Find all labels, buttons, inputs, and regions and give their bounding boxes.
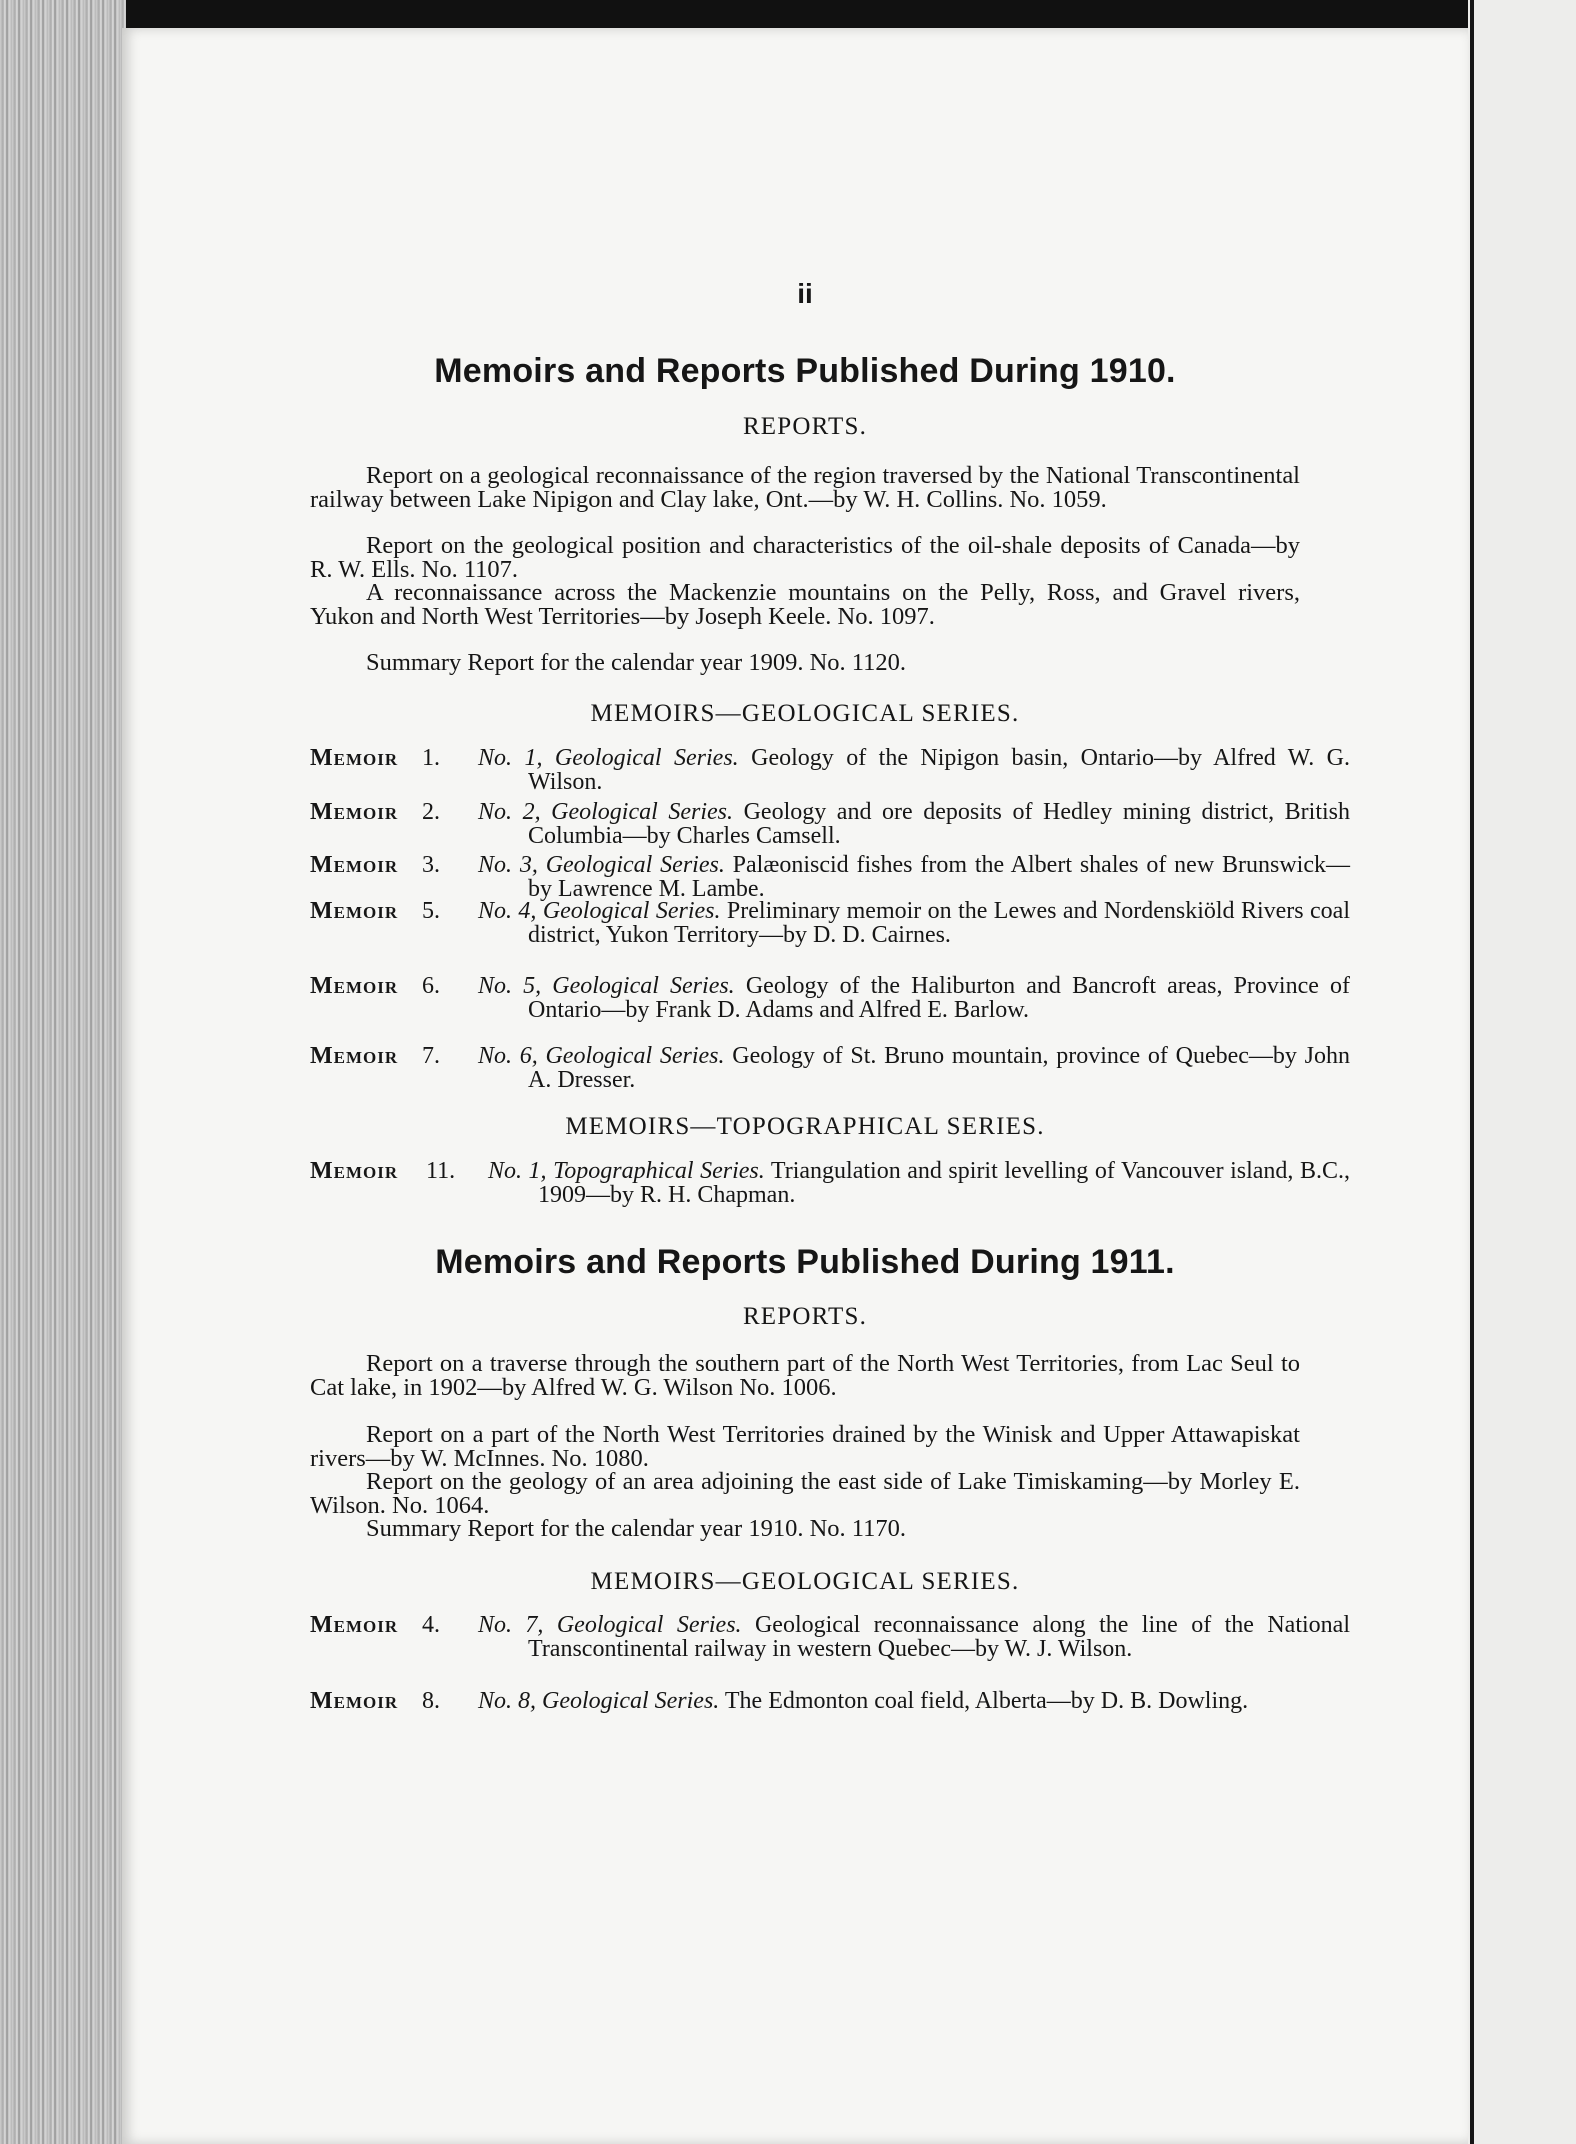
geological-title-1910: MEMOIRS—GEOLOGICAL SERIES. (590, 700, 1020, 727)
memoir-label: Memoir (310, 799, 399, 825)
memoir-series: No. 3, Geological Series. (478, 852, 725, 878)
report-1910-2: Report on the geological position and characteristics of the oil-shale deposits of Canada—by R. W. Ells. No. 1107. (310, 532, 1300, 583)
memoir-text: Triangulation and spirit levelling of Vancouver island, B.C., 1909—by R. H. Chapman. (538, 1158, 1350, 1208)
memoir-text: Geology and ore deposits of Hedley mining district, British Columbia—by Charles Camsell. (528, 799, 1351, 849)
geological-title-1911: MEMOIRS—GEOLOGICAL SERIES. (590, 1568, 1020, 1595)
report-1911-4: Summary Report for the calendar year 1910. No. 1170. (366, 1515, 906, 1542)
memoir-number: 3. (422, 852, 440, 878)
memoir-entry (310, 898, 1350, 948)
memoir-label: Memoir (310, 852, 399, 878)
memoir-text: Geology of the Haliburton and Bancroft areas, Province of Ontario—by Frank D. Adams and Alfred E. Barlow. (528, 973, 1351, 1023)
page-number: ii (797, 278, 813, 309)
heading-1910: Memoirs and Reports Published During 1910. (434, 352, 1176, 390)
memoir-label: Memoir (310, 745, 399, 771)
memoir-entry (310, 1043, 1350, 1093)
memoir-series: No. 2, Geological Series. (478, 799, 733, 825)
memoir-label: Memoir (310, 898, 399, 924)
memoir-entry (310, 1158, 1350, 1208)
memoir-series: No. 4, Geological Series. (478, 898, 721, 924)
memoir-entry (310, 745, 1350, 795)
memoir-entry (310, 1612, 1350, 1662)
memoir-number: 8. (422, 1688, 440, 1714)
facing-page-edge (1468, 0, 1576, 2144)
scan-top-border (0, 0, 1576, 30)
memoir-series: No. 7, Geological Series. (478, 1612, 742, 1638)
topographical-title-1910: MEMOIRS—TOPOGRAPHICAL SERIES. (565, 1113, 1045, 1140)
reports-title-1910: REPORTS. (742, 413, 868, 440)
memoir-number: 2. (422, 799, 440, 825)
memoir-entry (310, 852, 1350, 902)
memoir-label: Memoir (310, 1043, 399, 1069)
gutter-line (1470, 0, 1474, 2144)
report-1910-4: Summary Report for the calendar year 1909. No. 1120. (366, 649, 906, 676)
memoir-text: Palæoniscid fishes from the Albert shales of new Brunswick—by Lawrence M. Lambe. (528, 852, 1350, 902)
memoir-text: Geological reconnaissance along the line of the National Transcontinental railway in western Quebec—by W. J. Wilson. (528, 1612, 1350, 1662)
report-1911-2: Report on a part of the North West Territories drained by the Winisk and Upper Attawapiskat rivers—by W. McInnes. No. 1080. (310, 1421, 1300, 1472)
memoir-number: 6. (422, 973, 440, 999)
memoir-text: Geology of the Nipigon basin, Ontario—by Alfred W. G. Wilson. (528, 745, 1350, 795)
report-1911-3: Report on the geology of an area adjoining the east side of Lake Timiskaming—by Morley E. Wilson. No. 1064. (310, 1468, 1300, 1519)
memoir-text: The Edmonton coal field, Alberta—by D. B. Dowling. (724, 1688, 1249, 1714)
report-1910-1: Report on a geological reconnaissance of the region traversed by the National Transcontinental railway between Lake Nipigon and Clay lake, Ont.—by W. H. Collins. No. 1059. (310, 462, 1300, 513)
memoir-label: Memoir (310, 1688, 399, 1714)
memoir-text: Preliminary memoir on the Lewes and Nordenskiöld Rivers coal district, Yukon Territory—by D. D. Cairnes. (528, 898, 1350, 948)
memoir-label: Memoir (310, 973, 399, 999)
memoir-number: 11. (426, 1158, 456, 1184)
memoir-number: 7. (422, 1043, 440, 1069)
heading-1911: Memoirs and Reports Published During 1911. (435, 1243, 1175, 1281)
memoir-series: No. 6, Geological Series. (478, 1043, 725, 1069)
reports-title-1911: REPORTS. (742, 1303, 868, 1330)
report-1910-3: A reconnaissance across the Mackenzie mountains on the Pelly, Ross, and Gravel rivers, Yukon and North West Territories—by Joseph Keele. No. 1097. (310, 579, 1300, 630)
memoir-number: 5. (422, 898, 440, 924)
memoir-series: No. 1, Topographical Series. (488, 1158, 765, 1184)
memoir-label: Memoir (310, 1612, 399, 1638)
report-1911-1: Report on a traverse through the southern part of the North West Territories, from Lac Seul to Cat lake, in 1902—by Alfred W. G. Wilson No. 1006. (310, 1350, 1300, 1401)
memoir-text: Geology of St. Bruno mountain, province of Quebec—by John A. Dresser. (528, 1043, 1350, 1093)
memoir-entry (310, 799, 1351, 849)
memoir-series: No. 1, Geological Series. (478, 745, 739, 771)
memoir-label: Memoir (310, 1158, 399, 1184)
memoir-series: No. 8, Geological Series. (478, 1688, 720, 1714)
book-spine-edge (0, 0, 126, 2144)
memoir-entry (310, 973, 1351, 1023)
memoir-number: 1. (422, 745, 440, 771)
memoir-entry (310, 1688, 1300, 1714)
memoir-series: No. 5, Geological Series. (478, 973, 735, 999)
memoir-number: 4. (422, 1612, 440, 1638)
